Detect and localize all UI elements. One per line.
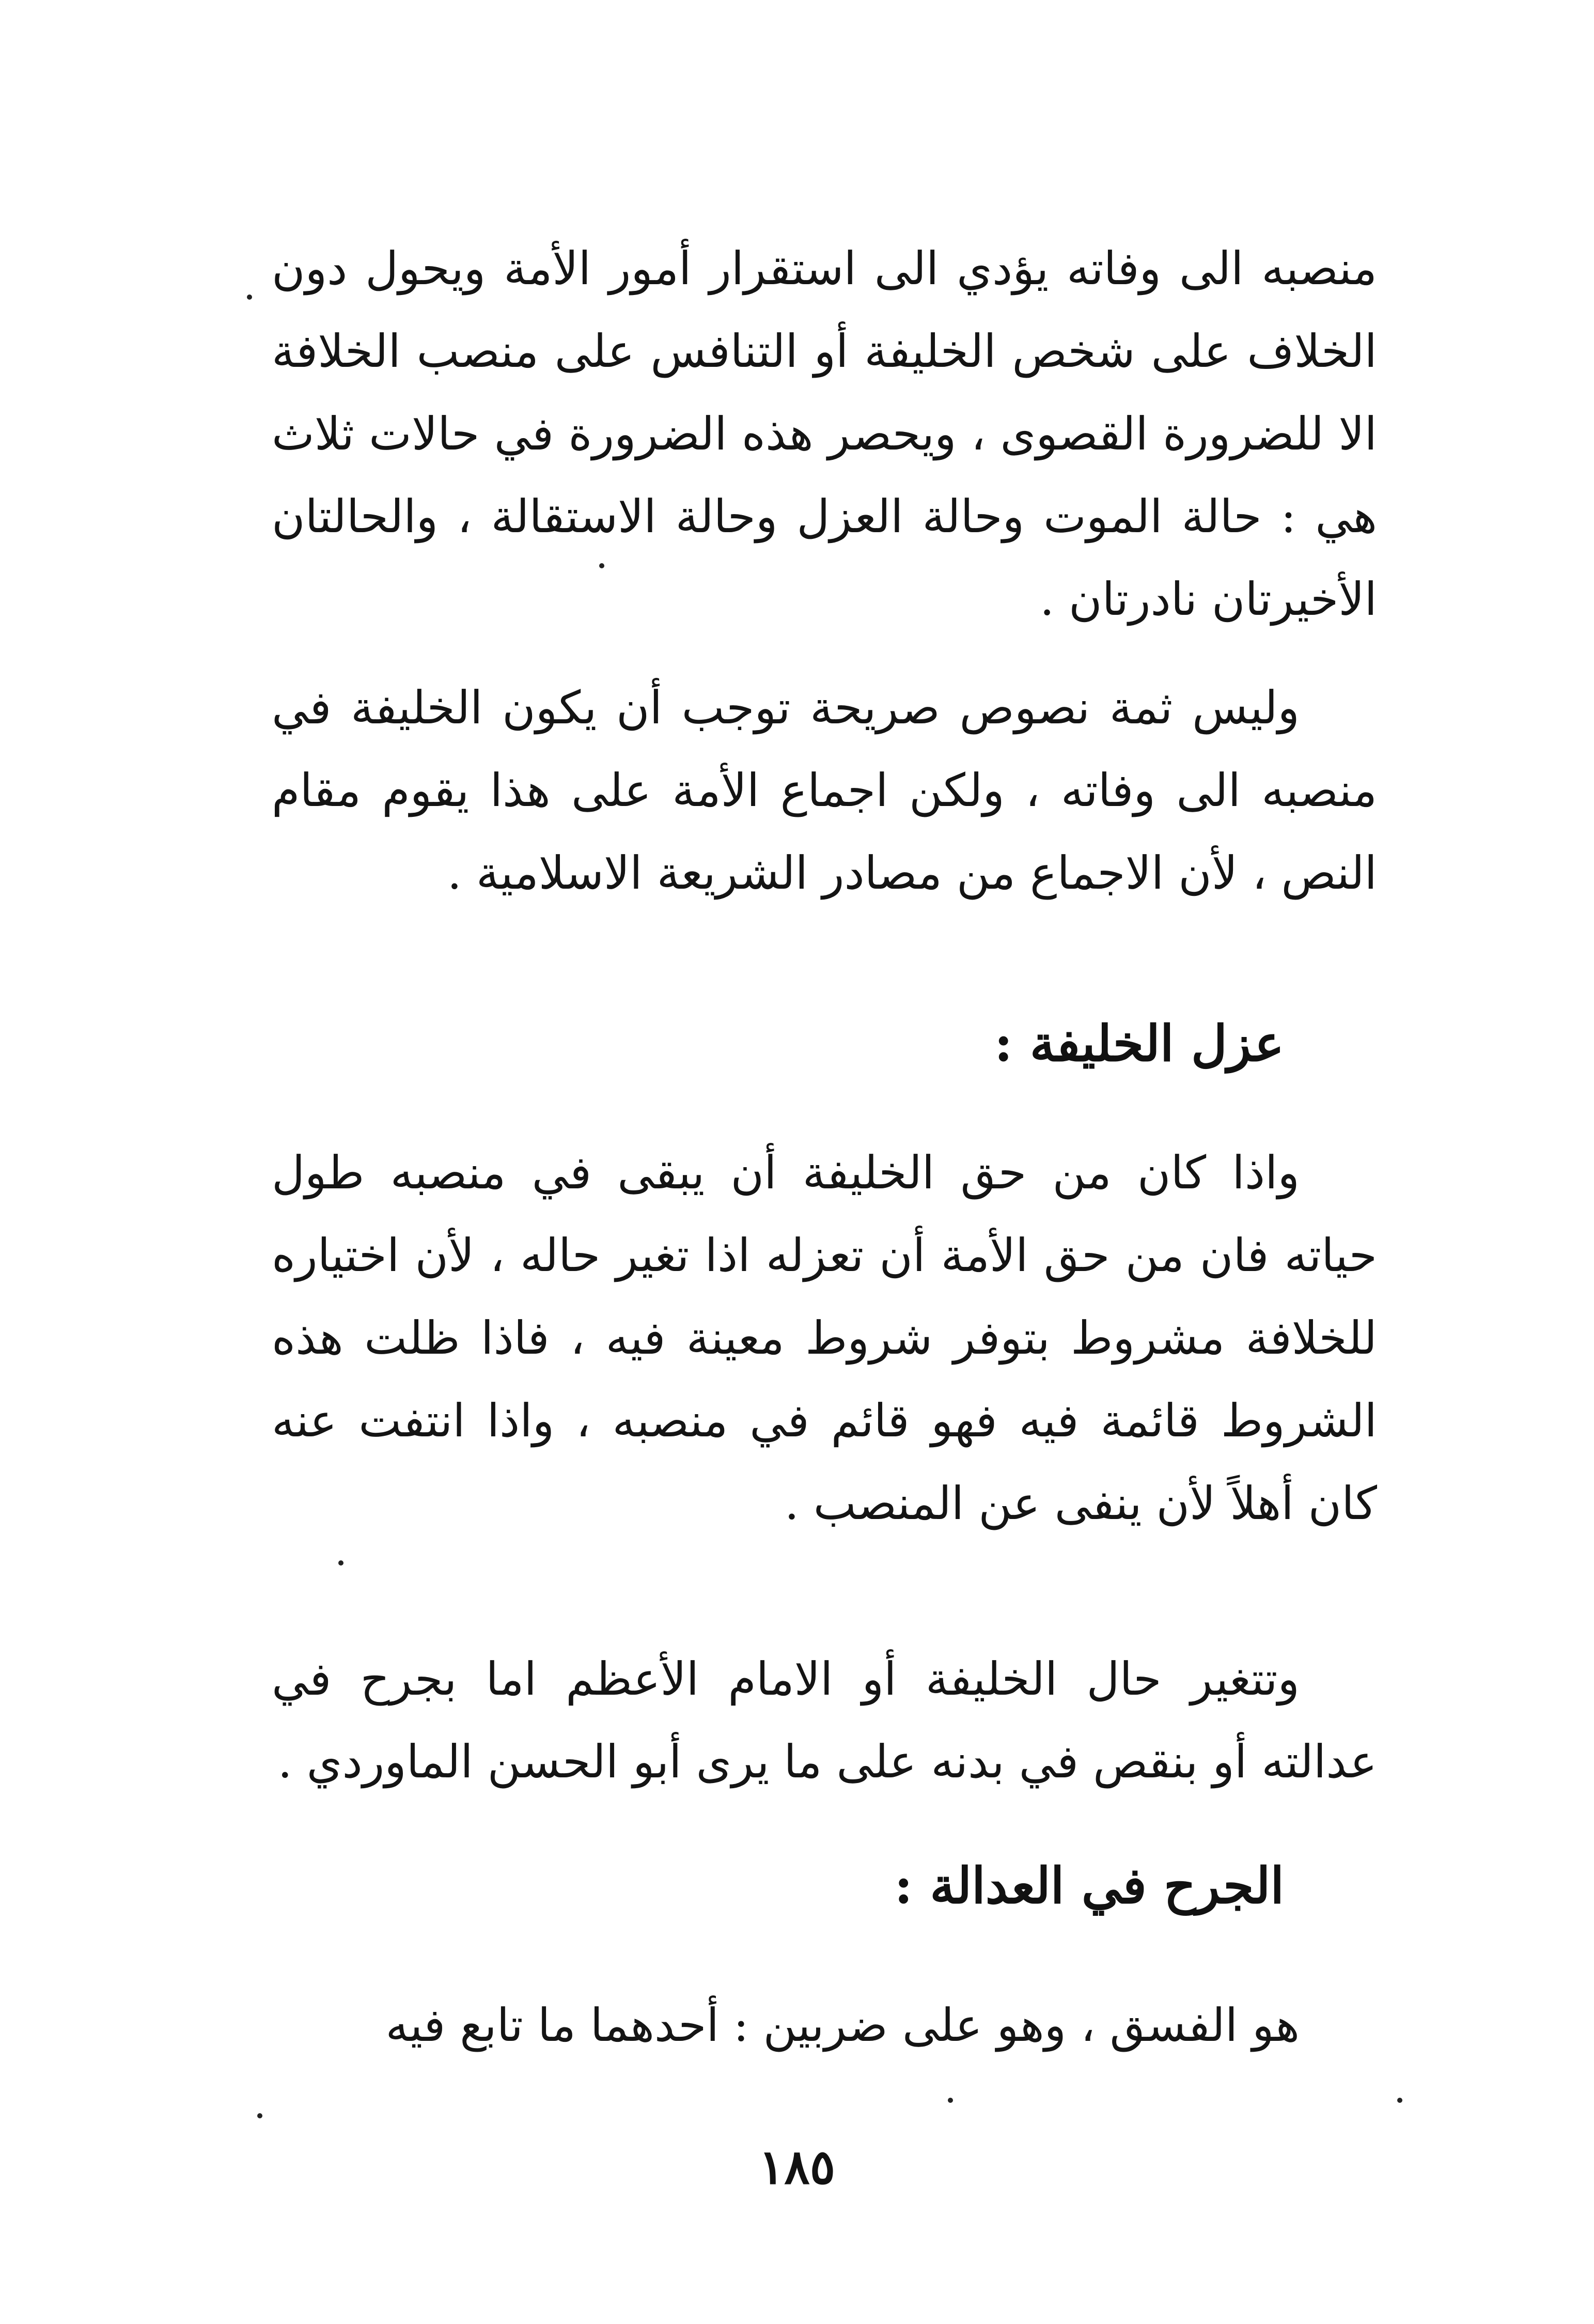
paragraph-5: هو الفسق ، وهو على ضربين : أحدهما ما تابع فيه: [385, 1998, 1300, 2052]
scan-speck: [948, 2098, 953, 2103]
paragraph-3: واذا كان من حق الخليفة أن يبقى في منصبه طول حياته فان من حق الأمة أن تعزله اذا تغير حاله ، لأن اختياره للخلافة مشروط بتوفر شروط معينة فيه ، فاذا ظلت هذه الشروط قائمة فيه فهو قائم في منصبه ، واذا انتفت عنه كان أهلاً لأن ينفى عن المنصب .: [272, 1146, 1377, 1530]
scan-speck: [338, 1560, 343, 1566]
section-heading-caliph-dismissal: عزل الخليفة :: [994, 1014, 1284, 1073]
section-heading-justice-defect: الجرح في العدالة :: [894, 1856, 1284, 1915]
paragraph-1: منصبه الى وفاته يؤدي الى استقرار أمور الأمة ويحول دون الخلاف على شخص الخليفة أو التنافس على منصب الخلافة الا للضرورة القصوى ، ويحصر هذه الضرورة في حالات ثلاث هي : حالة الموت وحالة العزل وحالة الاستقالة ، والحالتان الأخيرتان نادرتان .: [272, 242, 1377, 626]
page-number: ١٨٥: [758, 2139, 836, 2195]
paragraph-2: وليس ثمة نصوص صريحة توجب أن يكون الخليفة في منصبه الى وفاته ، ولكن اجماع الأمة على هذا يقوم مقام النص ، لأن الاجماع من مصادر الشريعة الاسلامية .: [272, 681, 1377, 900]
scan-speck: [247, 295, 252, 300]
paragraph-4: وتتغير حال الخليفة أو الامام الأعظم اما بجرح في عدالته أو بنقص في بدنه على ما يرى أبو الحسن الماوردي .: [272, 1652, 1377, 1788]
scan-speck: [599, 563, 604, 568]
scan-speck: [1397, 2098, 1402, 2103]
scan-speck: [257, 2113, 262, 2118]
